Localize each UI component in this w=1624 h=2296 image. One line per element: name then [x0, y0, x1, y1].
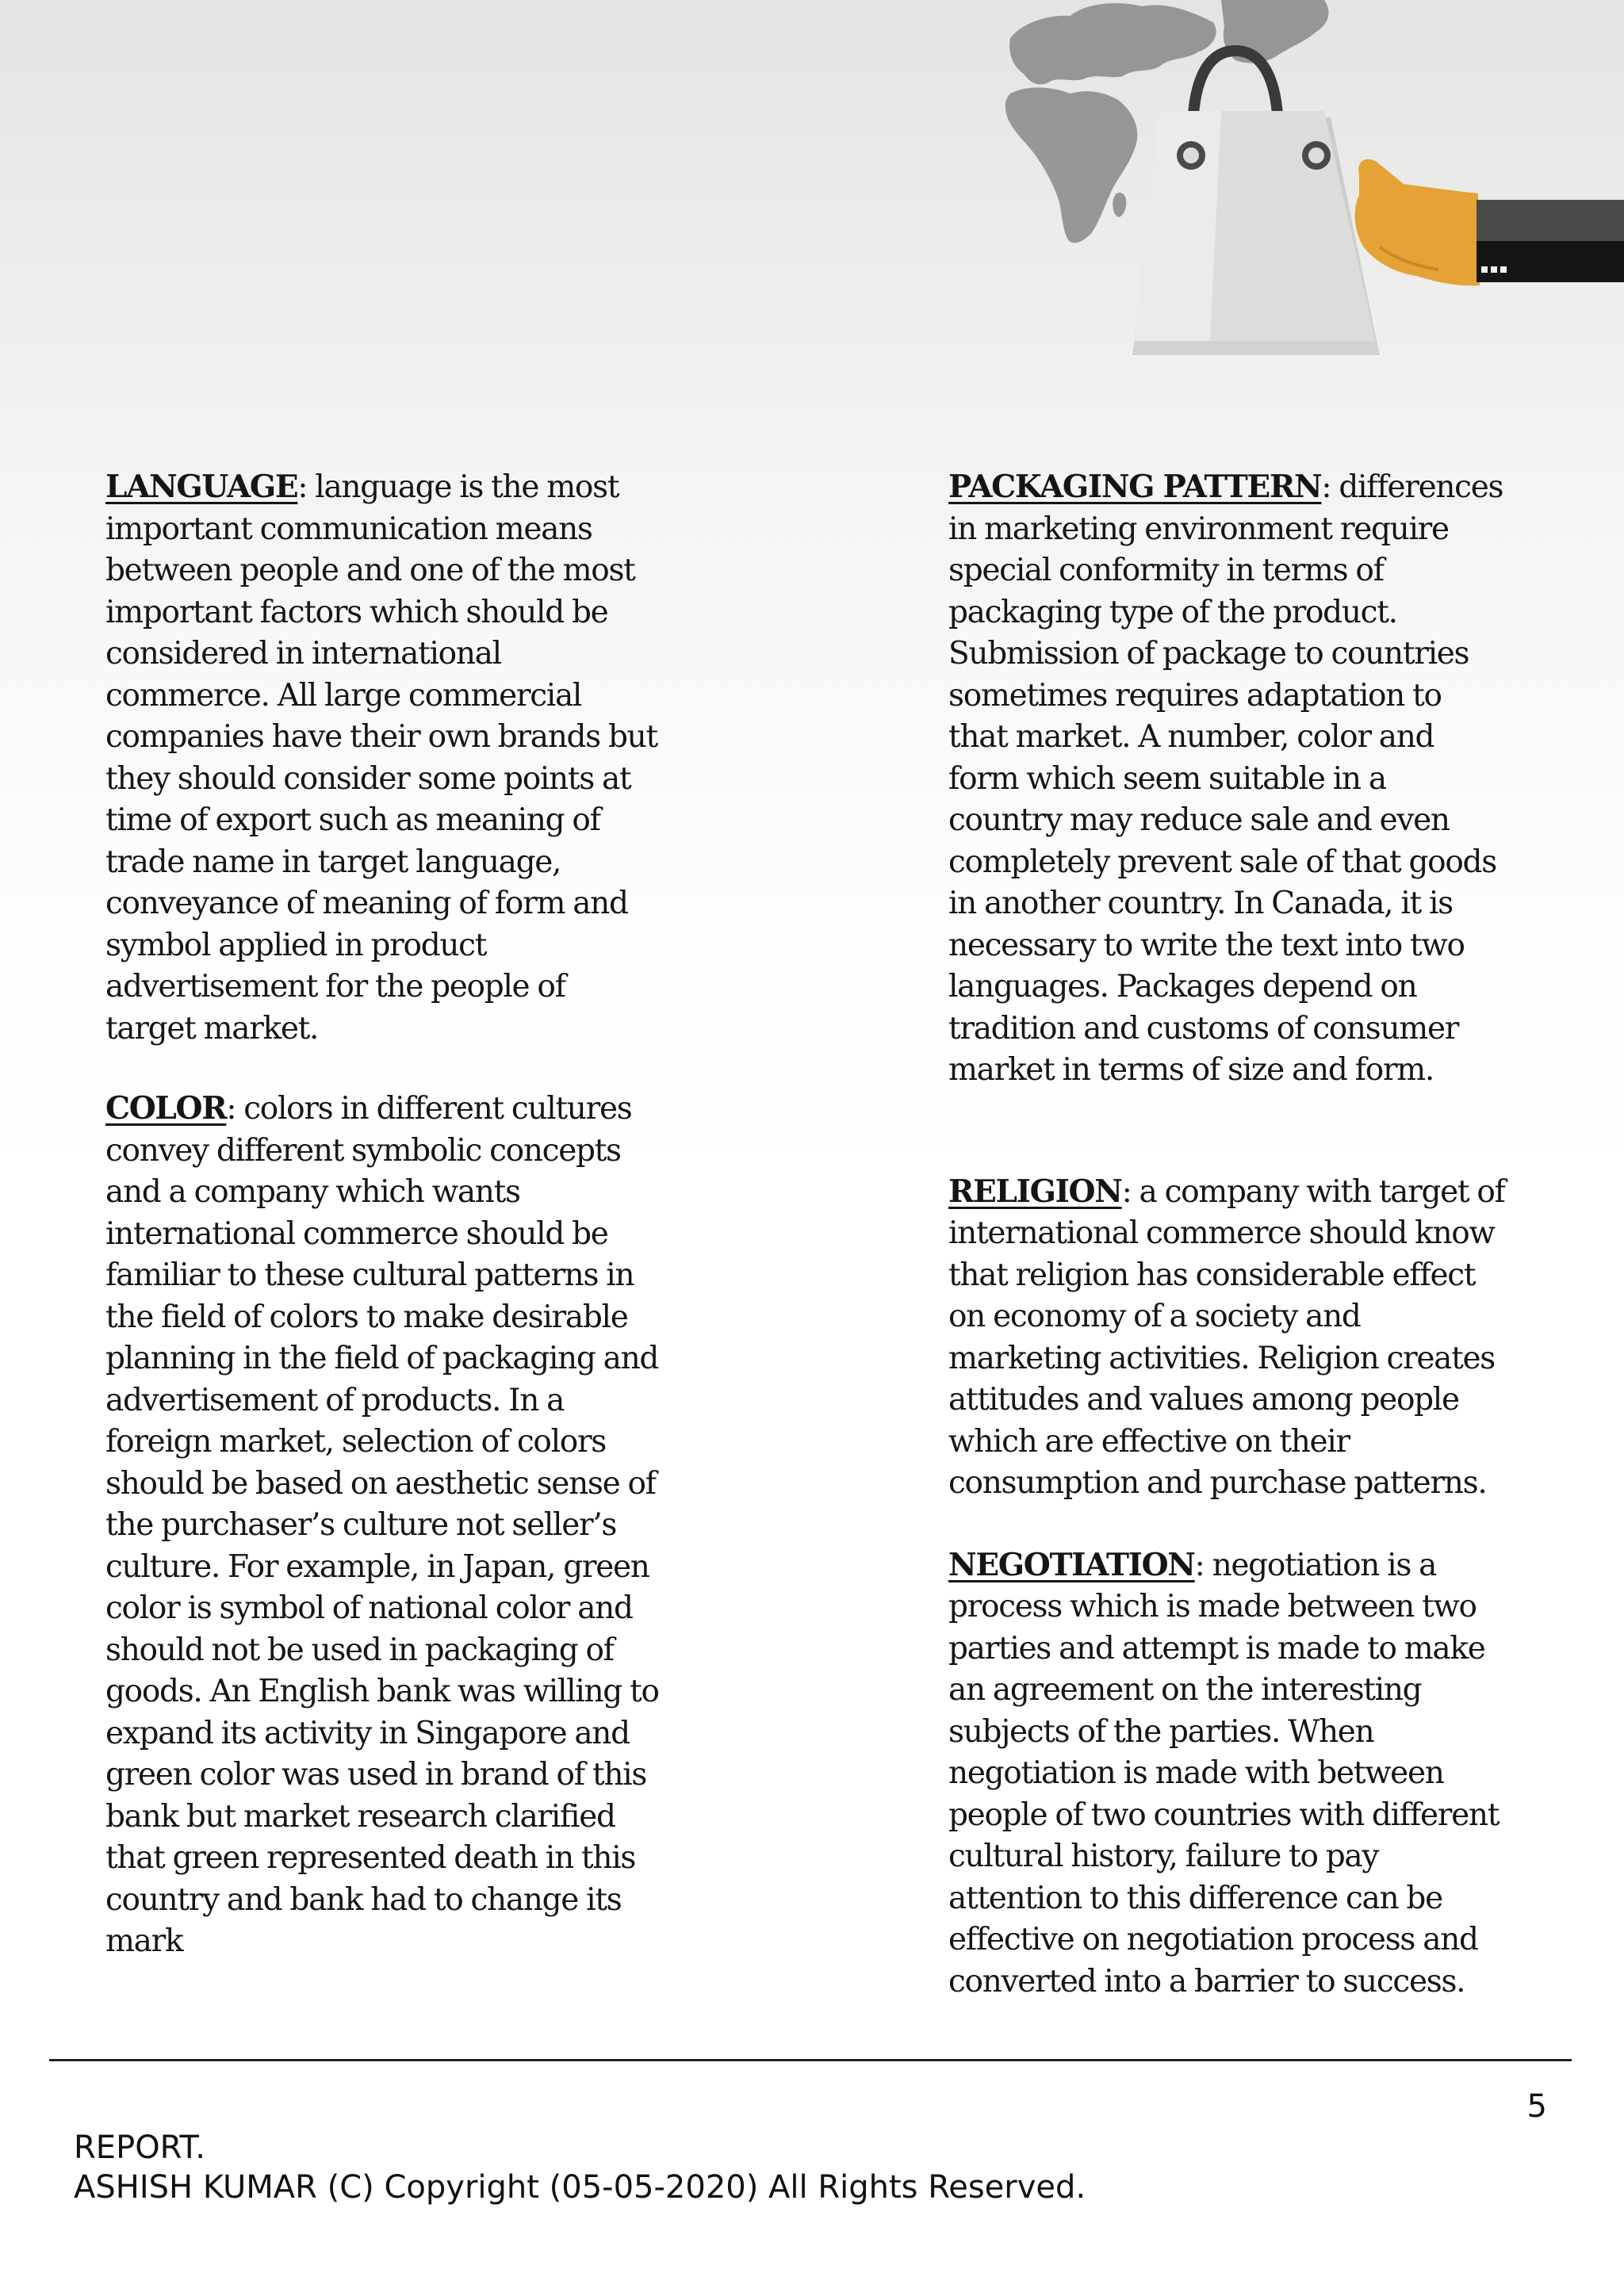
hand-icon	[1355, 159, 1480, 286]
color-body: : colors in different cultures convey different symbolic concepts and a company which wants international commerce should be familiar to these cultural patterns in the field of colors to make desirable planning in the field of packaging and advertisement of products. In a foreign market, selection of colors should be based on aesthetic sense of the purchaser’s culture not seller’s culture. For example, in Japan, green color is symbol of national color and should not be used in packaging of goods. An English bank was willing to expand its activity in Singapore and green color was used in brand of this bank but market research clarified that green represented death in this country and bank had to change its mark	[105, 1091, 659, 1959]
left-column	[105, 466, 708, 1963]
religion-heading: RELIGION	[948, 1173, 1122, 1210]
religion-section	[948, 1171, 1551, 1505]
footer-divider	[49, 2059, 1572, 2061]
page-number: 5	[1526, 2088, 1547, 2125]
language-body: : language is the most important communication means between people and one of the most important factors which should be considered in international commerce. All large commercial companies have their own brands but they should consider some points at time of export such as meaning of trade name in target language, conveyance of meaning of form and symbol applied in product advertisement for the people of target market.	[105, 469, 657, 1047]
shopping-bag-icon	[1132, 111, 1380, 355]
packaging-pattern-body: : differences in marketing environment require special conformity in terms of packaging type of the product. Submission of package to countries sometimes requires adaptation to that market. A number, color and form which seem suitable in a country may reduce sale and even completely prevent sale of that goods in another country. In Canada, it is necessary to write the text into two languages. Packages depend on tradition and customs of consumer market in terms of size and form.	[948, 469, 1503, 1088]
packaging-pattern-section	[948, 466, 1551, 1092]
negotiation-heading: NEGOTIATION	[948, 1546, 1195, 1583]
negotiation-section	[948, 1544, 1551, 2003]
footer-copyright: ASHISH KUMAR (C) Copyright (05-05-2020) All Rights Reserved.	[74, 2169, 1086, 2206]
color-heading: COLOR	[105, 1090, 227, 1127]
packaging-pattern-heading: PACKAGING PATTERN	[948, 469, 1322, 505]
language-heading: LANGUAGE	[105, 469, 298, 505]
color-section	[105, 1088, 708, 1963]
world-map-shopping-bag-handoff-icon	[983, 0, 1624, 373]
sleeve-icon	[1477, 200, 1624, 282]
negotiation-body: : negotiation is a process which is made between two parties and attempt is made to make an agreement on the interesting subjects of the parties. When negotiation is made with between people of two countries with different cultural history, failure to pay attention to this difference can be effective on negotiation process and converted into a barrier to success.	[948, 1547, 1500, 1999]
religion-body: : a company with target of international commerce should know that religion has considerable effect on economy of a society and marketing activities. Religion creates attitudes and values among people which are effective on their consumption and purchase patterns.	[948, 1173, 1505, 1501]
footer-report-label: REPORT.	[74, 2130, 205, 2166]
footer-text	[74, 2128, 1086, 2207]
language-section	[105, 466, 708, 1050]
right-column	[948, 466, 1551, 2003]
